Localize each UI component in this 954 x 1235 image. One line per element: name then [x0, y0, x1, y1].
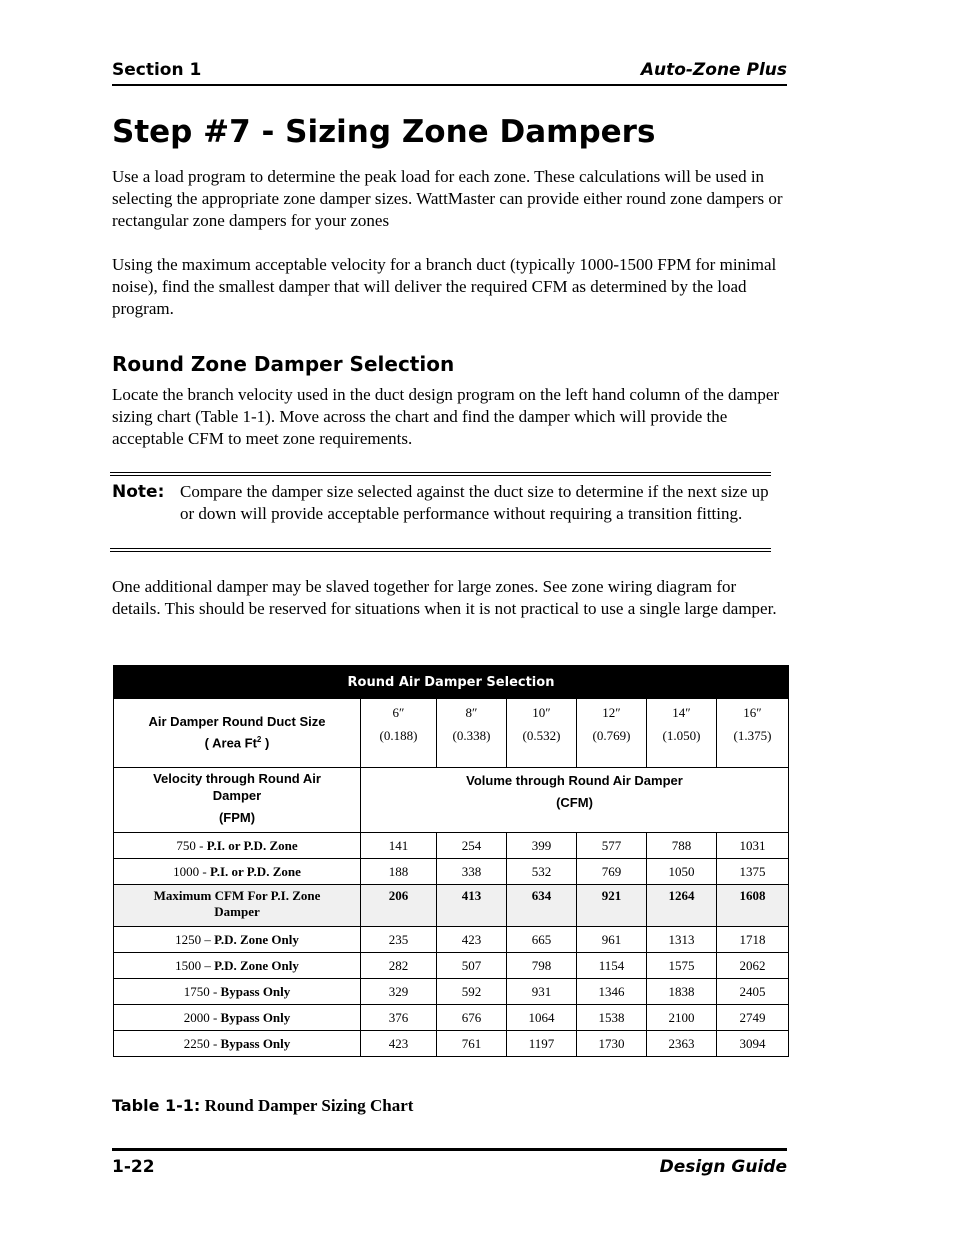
- cfm-cell: 254: [437, 833, 507, 859]
- caption-label: Table 1-1:: [112, 1096, 201, 1115]
- cfm-cell: 1050: [647, 859, 717, 885]
- slave-paragraph: One additional damper may be slaved together for large zones. See zone wiring diagram for details. This should be reserved for situations when it is not practical to use a single large damper.: [112, 577, 777, 618]
- cfm-cell: 592: [437, 979, 507, 1005]
- volume-header-cell: Volume through Round Air Damper (CFM): [361, 768, 789, 833]
- cfm-cell: 1197: [507, 1031, 577, 1057]
- cfm-cell: 1730: [577, 1031, 647, 1057]
- max-cfm-label: Maximum CFM For P.I. Zone Damper: [114, 885, 361, 927]
- table-caption: [112, 1096, 413, 1116]
- cfm-cell: 1064: [507, 1005, 577, 1031]
- table-row: [114, 953, 789, 979]
- page-footer: [112, 1148, 787, 1181]
- velocity-header-cell: Velocity through Round Air Damper (FPM): [114, 768, 361, 833]
- cfm-cell: 1575: [647, 953, 717, 979]
- max-cfm-cell: 1264: [647, 885, 717, 927]
- cfm-cell: 961: [577, 927, 647, 953]
- cfm-cell: 282: [361, 953, 437, 979]
- cfm-cell: 338: [437, 859, 507, 885]
- cfm-cell: 507: [437, 953, 507, 979]
- page-number: 1-22: [112, 1157, 155, 1177]
- cfm-cell: 423: [361, 1031, 437, 1057]
- selection-paragraph: Locate the branch velocity used in the duct design program on the left hand column of the damper sizing chart (Table 1-1). Move across the chart and find the damper which will provide the acceptable CFM to meet zone requirements.: [112, 385, 780, 448]
- cfm-cell: 1154: [577, 953, 647, 979]
- product-name: Auto-Zone Plus: [640, 60, 787, 80]
- cfm-cell: 141: [361, 833, 437, 859]
- size-header-cell: [114, 699, 361, 768]
- cfm-cell: 2100: [647, 1005, 717, 1031]
- cfm-cell: 1538: [577, 1005, 647, 1031]
- size-cell-10: 10″ (0.532): [507, 699, 577, 768]
- intro-paragraph: Use a load program to determine the peak load for each zone. These calculations will be used in selecting the appropriate zone damper sizes. WattMaster can provide either round zone dampers or rectangular zone dampers for your zones: [112, 167, 783, 230]
- note-rule-top: [110, 472, 771, 473]
- velocity-cell: 750 - P.I. or P.D. Zone: [114, 833, 361, 859]
- size-header-label: Air Damper Round Duct Size: [148, 714, 326, 730]
- cfm-cell: 376: [361, 1005, 437, 1031]
- max-cfm-cell: 921: [577, 885, 647, 927]
- cfm-cell: 329: [361, 979, 437, 1005]
- cfm-cell: 1718: [717, 927, 789, 953]
- cfm-cell: 532: [507, 859, 577, 885]
- cfm-cell: 2405: [717, 979, 789, 1005]
- cfm-cell: 761: [437, 1031, 507, 1057]
- table-row: [114, 1031, 789, 1057]
- velocity-cell: 2000 - Bypass Only: [114, 1005, 361, 1031]
- cfm-cell: 2749: [717, 1005, 789, 1031]
- max-cfm-cell: 634: [507, 885, 577, 927]
- page-title: Step #7 - Sizing Zone Dampers: [112, 114, 656, 150]
- cfm-cell: 399: [507, 833, 577, 859]
- cfm-cell: 1031: [717, 833, 789, 859]
- damper-sizing-table: [113, 665, 789, 1057]
- cfm-cell: 577: [577, 833, 647, 859]
- cfm-cell: 1313: [647, 927, 717, 953]
- table-row: [114, 979, 789, 1005]
- velocity-cell: 1000 - P.I. or P.D. Zone: [114, 859, 361, 885]
- cfm-cell: 1838: [647, 979, 717, 1005]
- max-cfm-cell: 206: [361, 885, 437, 927]
- table-row: [114, 859, 789, 885]
- velocity-cell: 1750 - Bypass Only: [114, 979, 361, 1005]
- table-title: Round Air Damper Selection: [114, 666, 789, 699]
- document-name: Design Guide: [659, 1157, 787, 1177]
- section-label: Section 1: [112, 60, 202, 80]
- cfm-cell: 2363: [647, 1031, 717, 1057]
- max-cfm-row: [114, 885, 789, 927]
- cfm-cell: 423: [437, 927, 507, 953]
- cfm-cell: 931: [507, 979, 577, 1005]
- size-cell-12: 12″ (0.769): [577, 699, 647, 768]
- cfm-cell: 665: [507, 927, 577, 953]
- cfm-cell: 188: [361, 859, 437, 885]
- section-subheading: Round Zone Damper Selection: [112, 352, 455, 376]
- size-cell-8: 8″ (0.338): [437, 699, 507, 768]
- velocity-cell: 2250 - Bypass Only: [114, 1031, 361, 1057]
- cfm-cell: 235: [361, 927, 437, 953]
- note-rule-bottom: [110, 551, 771, 552]
- note-rule-bottom-inner: [110, 548, 771, 549]
- size-cell-14: 14″ (1.050): [647, 699, 717, 768]
- max-cfm-cell: 1608: [717, 885, 789, 927]
- area-header-label: ( Area Ft$^2$ ): [204, 735, 270, 751]
- table-row: [114, 1005, 789, 1031]
- cfm-cell: 1375: [717, 859, 789, 885]
- unit-header-row: [114, 768, 789, 833]
- size-cell-6: 6″ (0.188): [361, 699, 437, 768]
- cfm-cell: 769: [577, 859, 647, 885]
- note-rule-top-inner: [110, 475, 771, 476]
- cfm-cell: 3094: [717, 1031, 789, 1057]
- table-row: [114, 927, 789, 953]
- cfm-cell: 2062: [717, 953, 789, 979]
- size-header-row: [114, 699, 789, 768]
- cfm-cell: 1346: [577, 979, 647, 1005]
- note-text: Compare the damper size selected against the duct size to determine if the next size up or down will provide acceptable performance without requiring a transition fitting.: [180, 482, 769, 523]
- note-box: [110, 472, 771, 552]
- note-label: Note:: [112, 482, 165, 502]
- table-row: [114, 833, 789, 859]
- cfm-cell: 788: [647, 833, 717, 859]
- velocity-cell: 1250 – P.D. Zone Only: [114, 927, 361, 953]
- caption-text: Round Damper Sizing Chart: [204, 1096, 414, 1115]
- velocity-paragraph: Using the maximum acceptable velocity for a branch duct (typically 1000-1500 FPM for minimal noise), find the smallest damper that will deliver the required CFM as determined by the load program.: [112, 255, 777, 318]
- cfm-cell: 798: [507, 953, 577, 979]
- page-header: [112, 58, 787, 86]
- max-cfm-cell: 413: [437, 885, 507, 927]
- cfm-cell: 676: [437, 1005, 507, 1031]
- size-cell-16: 16″ (1.375): [717, 699, 789, 768]
- velocity-cell: 1500 – P.D. Zone Only: [114, 953, 361, 979]
